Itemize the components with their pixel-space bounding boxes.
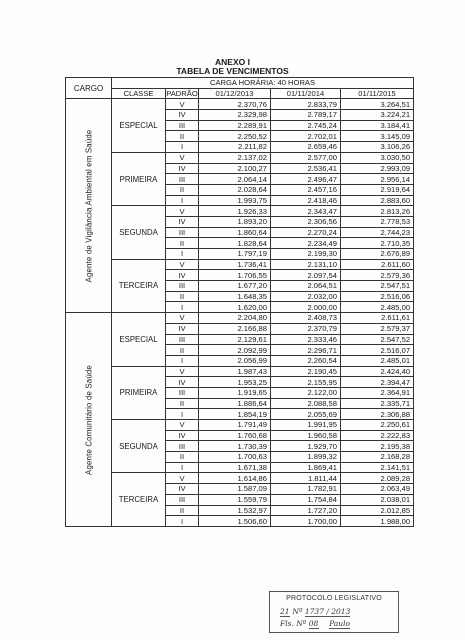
padrao-cell: V [166, 259, 199, 270]
salary-value: 2.364,91 [341, 387, 414, 398]
padrao-cell: III [166, 494, 199, 505]
padrao-cell: III [166, 441, 199, 452]
salary-value: 2.211,82 [199, 142, 271, 153]
salary-value: 2.919,64 [341, 184, 414, 195]
stamp-day: 21 [280, 607, 290, 616]
padrao-cell: IV [166, 163, 199, 174]
salary-value: 2.702,01 [271, 131, 341, 142]
table-row [66, 206, 414, 217]
stamp-signature: Paulo [329, 619, 351, 628]
salary-value: 1.811,44 [271, 473, 341, 484]
salary-value: 2.536,41 [271, 163, 341, 174]
padrao-cell: IV [166, 216, 199, 227]
padrao-cell: III [166, 387, 199, 398]
padrao-cell: III [166, 120, 199, 131]
padrao-cell: IV [166, 270, 199, 281]
padrao-cell: V [166, 420, 199, 431]
classe-name: ESPECIAL [112, 99, 166, 152]
salary-value: 2.056,99 [199, 355, 271, 366]
padrao-cell: V [166, 473, 199, 484]
salary-value: 2.137,02 [199, 152, 271, 163]
salary-value: 1.587,09 [199, 484, 271, 495]
padrao-cell: V [166, 366, 199, 377]
salary-value: 2.516,07 [341, 345, 414, 356]
cargo-cell [66, 99, 112, 313]
salary-value: 2.335,71 [341, 398, 414, 409]
salary-value: 2.089,28 [341, 473, 414, 484]
padrao-cell: I [166, 409, 199, 420]
table-title: TABELA DE VENCIMENTOS [176, 66, 289, 76]
salary-value: 1.727,20 [271, 505, 341, 516]
stamp-title: PROTOCOLO LEGISLATIVO [286, 595, 382, 602]
padrao-cell: IV [166, 323, 199, 334]
salary-table [65, 77, 414, 527]
salary-value: 2.038,01 [341, 494, 414, 505]
padrao-cell: I [166, 355, 199, 366]
salary-value: 2.579,36 [341, 270, 414, 281]
salary-value: 1.960,58 [271, 430, 341, 441]
padrao-cell: IV [166, 430, 199, 441]
cargo-name: Agente de Vigilância Ambiental em Saúde [84, 129, 93, 283]
salary-value: 2.032,00 [271, 291, 341, 302]
salary-value: 1.700,63 [199, 452, 271, 463]
salary-value: 2.097,54 [271, 270, 341, 281]
classe-name: SEGUNDA [112, 420, 166, 473]
salary-value: 2.577,00 [271, 152, 341, 163]
salary-value: 2.195,38 [341, 441, 414, 452]
salary-value: 1.620,00 [199, 302, 271, 313]
padrao-cell: I [166, 516, 199, 527]
salary-value: 2.166,88 [199, 323, 271, 334]
table-row [66, 366, 414, 377]
padrao-cell: II [166, 345, 199, 356]
salary-value: 2.343,47 [271, 206, 341, 217]
salary-value: 2.260,54 [271, 355, 341, 366]
salary-value: 2.329,98 [199, 110, 271, 121]
padrao-cell: II [166, 184, 199, 195]
salary-value: 2.222,83 [341, 430, 414, 441]
salary-value: 2.028,64 [199, 184, 271, 195]
table-row [66, 259, 414, 270]
salary-value: 2.204,80 [199, 313, 271, 324]
salary-value: 2.547,51 [341, 281, 414, 292]
salary-value: 3.145,09 [341, 131, 414, 142]
salary-value: 1.700,00 [271, 516, 341, 527]
stamp-fls-line [280, 619, 350, 629]
salary-value: 1.899,32 [271, 452, 341, 463]
padrao-cell: II [166, 131, 199, 142]
salary-value: 1.987,43 [199, 366, 271, 377]
padrao-cell: III [166, 334, 199, 345]
classe-name: ESPECIAL [112, 313, 166, 366]
salary-value: 1.671,38 [199, 462, 271, 473]
salary-value: 2.813,26 [341, 206, 414, 217]
salary-value: 2.306,56 [271, 216, 341, 227]
table-row [66, 313, 414, 324]
padrao-cell: V [166, 152, 199, 163]
salary-value: 1.991,95 [271, 420, 341, 431]
salary-value: 2.000,00 [271, 302, 341, 313]
salary-value: 2.956,14 [341, 174, 414, 185]
salary-value: 2.088,58 [271, 398, 341, 409]
stamp-fls-value: 08 [308, 619, 319, 628]
annex-title: ANEXO I [215, 57, 250, 67]
padrao-cell: V [166, 99, 199, 110]
padrao-cell: III [166, 227, 199, 238]
salary-value: 1.677,20 [199, 281, 271, 292]
protocol-stamp [269, 591, 399, 633]
salary-value: 2.250,52 [199, 131, 271, 142]
salary-value: 1.760,68 [199, 430, 271, 441]
salary-value: 2.063,49 [341, 484, 414, 495]
padrao-cell: I [166, 302, 199, 313]
salary-value: 2.547,52 [341, 334, 414, 345]
salary-value: 1.919,65 [199, 387, 271, 398]
salary-value: 1.797,19 [199, 249, 271, 260]
header-date: 01/11/2015 [341, 88, 414, 99]
padrao-cell: III [166, 174, 199, 185]
salary-value: 2.141,51 [341, 462, 414, 473]
salary-value: 2.250,61 [341, 420, 414, 431]
salary-value: 1.988,00 [341, 516, 414, 527]
classe-name: TERCEIRA [112, 473, 166, 526]
salary-value: 2.129,61 [199, 334, 271, 345]
salary-value: 2.064,14 [199, 174, 271, 185]
salary-value: 2.745,24 [271, 120, 341, 131]
salary-value: 1.926,33 [199, 206, 271, 217]
salary-value: 1.854,19 [199, 409, 271, 420]
salary-value: 2.394,47 [341, 377, 414, 388]
salary-value: 2.710,35 [341, 238, 414, 249]
salary-value: 1.532,97 [199, 505, 271, 516]
table-row [66, 420, 414, 431]
padrao-cell: V [166, 206, 199, 217]
padrao-cell: II [166, 452, 199, 463]
salary-value: 2.270,24 [271, 227, 341, 238]
salary-value: 2.516,06 [341, 291, 414, 302]
salary-value: 1.893,20 [199, 216, 271, 227]
salary-value: 2.744,23 [341, 227, 414, 238]
salary-value: 1.736,41 [199, 259, 271, 270]
cargo-name: Agente Comunitário de Saúde [84, 364, 93, 475]
salary-value: 2.131,10 [271, 259, 341, 270]
padrao-cell: IV [166, 377, 199, 388]
salary-value: 2.012,85 [341, 505, 414, 516]
salary-value: 2.190,45 [271, 366, 341, 377]
stamp-fls-label: Fls. Nº [280, 619, 307, 628]
stamp-no-label: Nº [292, 607, 303, 616]
salary-value: 2.100,27 [199, 163, 271, 174]
salary-value: 2.789,17 [271, 110, 341, 121]
classe-name: PRIMEIRA [112, 152, 166, 205]
table-row [66, 152, 414, 163]
salary-value: 2.199,30 [271, 249, 341, 260]
salary-value: 1.614,86 [199, 473, 271, 484]
stamp-number: 1737 / 2013 [304, 607, 351, 616]
salary-value: 2.306,88 [341, 409, 414, 420]
header-date: 01/12/2013 [199, 88, 271, 99]
table-row [66, 99, 414, 110]
salary-value: 2.883,60 [341, 195, 414, 206]
stamp-protocol-line [280, 607, 350, 617]
padrao-cell: I [166, 142, 199, 153]
salary-value: 2.333,46 [271, 334, 341, 345]
salary-value: 2.485,00 [341, 302, 414, 313]
header-padrao: PADRÃO [166, 89, 198, 99]
salary-value: 2.579,37 [341, 323, 414, 334]
padrao-cell: IV [166, 484, 199, 495]
padrao-cell: I [166, 195, 199, 206]
salary-value: 2.370,76 [199, 99, 271, 110]
salary-value: 1.648,35 [199, 291, 271, 302]
padrao-cell: I [166, 462, 199, 473]
salary-value: 2.122,00 [271, 387, 341, 398]
salary-value: 2.778,53 [341, 216, 414, 227]
salary-value: 2.611,61 [341, 313, 414, 324]
salary-value: 2.424,40 [341, 366, 414, 377]
salary-value: 2.064,51 [271, 281, 341, 292]
salary-value: 3.184,41 [341, 120, 414, 131]
salary-value: 1.791,49 [199, 420, 271, 431]
header-classe: CLASSE [112, 88, 166, 99]
salary-value: 2.296,71 [271, 345, 341, 356]
salary-value: 1.506,60 [199, 516, 271, 527]
header-date: 01/11/2014 [271, 88, 341, 99]
salary-value: 2.457,16 [271, 184, 341, 195]
salary-value: 2.833,79 [271, 99, 341, 110]
cargo-cell [66, 313, 112, 527]
padrao-cell: IV [166, 110, 199, 121]
salary-value: 2.234,49 [271, 238, 341, 249]
salary-value: 2.168,28 [341, 452, 414, 463]
padrao-cell: III [166, 281, 199, 292]
padrao-cell: V [166, 313, 199, 324]
padrao-cell: II [166, 291, 199, 302]
classe-name: PRIMEIRA [112, 366, 166, 419]
salary-value: 2.676,89 [341, 249, 414, 260]
padrao-cell: II [166, 505, 199, 516]
salary-value: 1.782,91 [271, 484, 341, 495]
salary-value: 2.611,60 [341, 259, 414, 270]
salary-value: 1.730,39 [199, 441, 271, 452]
salary-value: 2.289,91 [199, 120, 271, 131]
salary-value: 2.659,46 [271, 142, 341, 153]
salary-value: 1.953,25 [199, 377, 271, 388]
classe-name: TERCEIRA [112, 259, 166, 312]
salary-value: 1.828,64 [199, 238, 271, 249]
salary-value: 2.408,73 [271, 313, 341, 324]
salary-value: 2.370,79 [271, 323, 341, 334]
salary-value: 3.106,26 [341, 142, 414, 153]
salary-value: 1.886,64 [199, 398, 271, 409]
salary-value: 1.993,75 [199, 195, 271, 206]
salary-value: 1.860,64 [199, 227, 271, 238]
salary-value: 2.418,46 [271, 195, 341, 206]
salary-value: 2.155,95 [271, 377, 341, 388]
salary-value: 1.929,70 [271, 441, 341, 452]
salary-value: 2.092,99 [199, 345, 271, 356]
salary-value: 1.869,41 [271, 462, 341, 473]
salary-value: 3.224,21 [341, 110, 414, 121]
header-carga-horaria: CARGA HORÁRIA: 40 HORAS [112, 78, 414, 89]
header-cargo: CARGO [66, 78, 112, 99]
salary-value: 3.030,50 [341, 152, 414, 163]
salary-value: 2.496,47 [271, 174, 341, 185]
padrao-cell: II [166, 398, 199, 409]
classe-name: SEGUNDA [112, 206, 166, 259]
table-row [66, 473, 414, 484]
salary-value: 2.993,09 [341, 163, 414, 174]
padrao-cell: II [166, 238, 199, 249]
salary-value: 2.055,69 [271, 409, 341, 420]
salary-value: 2.485,01 [341, 355, 414, 366]
salary-value: 1.754,84 [271, 494, 341, 505]
salary-value: 3.264,51 [341, 99, 414, 110]
salary-value: 1.706,55 [199, 270, 271, 281]
padrao-cell: I [166, 249, 199, 260]
salary-value: 1.559,79 [199, 494, 271, 505]
